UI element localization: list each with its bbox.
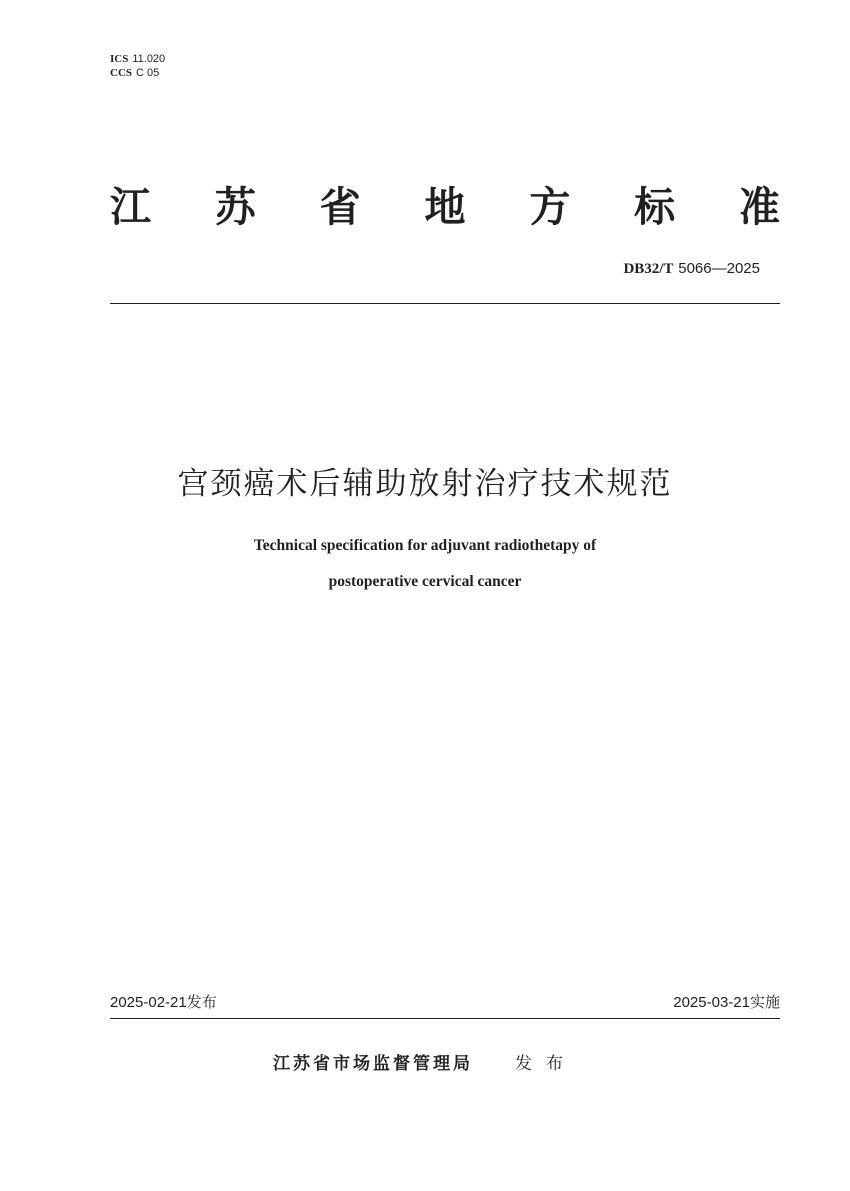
implement-date: 2025-03-21 (673, 994, 750, 1011)
issuer (0, 1052, 850, 1076)
classification-codes (110, 52, 165, 80)
standard-number (623, 258, 760, 279)
standard-type-char: 地 (424, 183, 466, 231)
ics-value: 11.020 (132, 53, 166, 65)
standard-type-char: 江 (110, 183, 151, 231)
ics-code (110, 52, 165, 66)
top-divider (110, 303, 780, 304)
standard-number-value: 5066—2025 (678, 260, 760, 277)
standard-type-char: 准 (738, 183, 780, 231)
implement-label: 实施 (749, 993, 780, 1011)
standard-type-heading (110, 182, 780, 232)
issuer-name: 江苏省市场监督管理局 (273, 1054, 473, 1074)
issue-date: 2025-02-21 (110, 994, 187, 1011)
standard-type-char: 苏 (214, 183, 256, 231)
issue-date-block (110, 992, 217, 1013)
title-english-line2: postoperative cervical cancer (328, 573, 522, 590)
standard-type-char: 方 (529, 183, 571, 231)
standard-type-char: 省 (319, 183, 361, 231)
bottom-divider (110, 1018, 780, 1019)
date-row (110, 992, 780, 1013)
ics-label: ICS (110, 53, 129, 65)
issue-label: 发布 (186, 993, 217, 1011)
standard-number-prefix: DB32/T (623, 261, 674, 277)
ccs-value: C 05 (136, 67, 160, 79)
ccs-label: CCS (110, 67, 133, 79)
issuer-action: 发布 (515, 1054, 577, 1074)
standard-type-char: 标 (634, 183, 676, 231)
title-chinese: 宫颈癌术后辅助放射治疗技术规范 (177, 466, 673, 502)
implement-date-block (673, 992, 780, 1013)
ccs-code (110, 66, 165, 80)
title-english-line1: Technical specification for adjuvant radiothetapy of (253, 537, 597, 554)
